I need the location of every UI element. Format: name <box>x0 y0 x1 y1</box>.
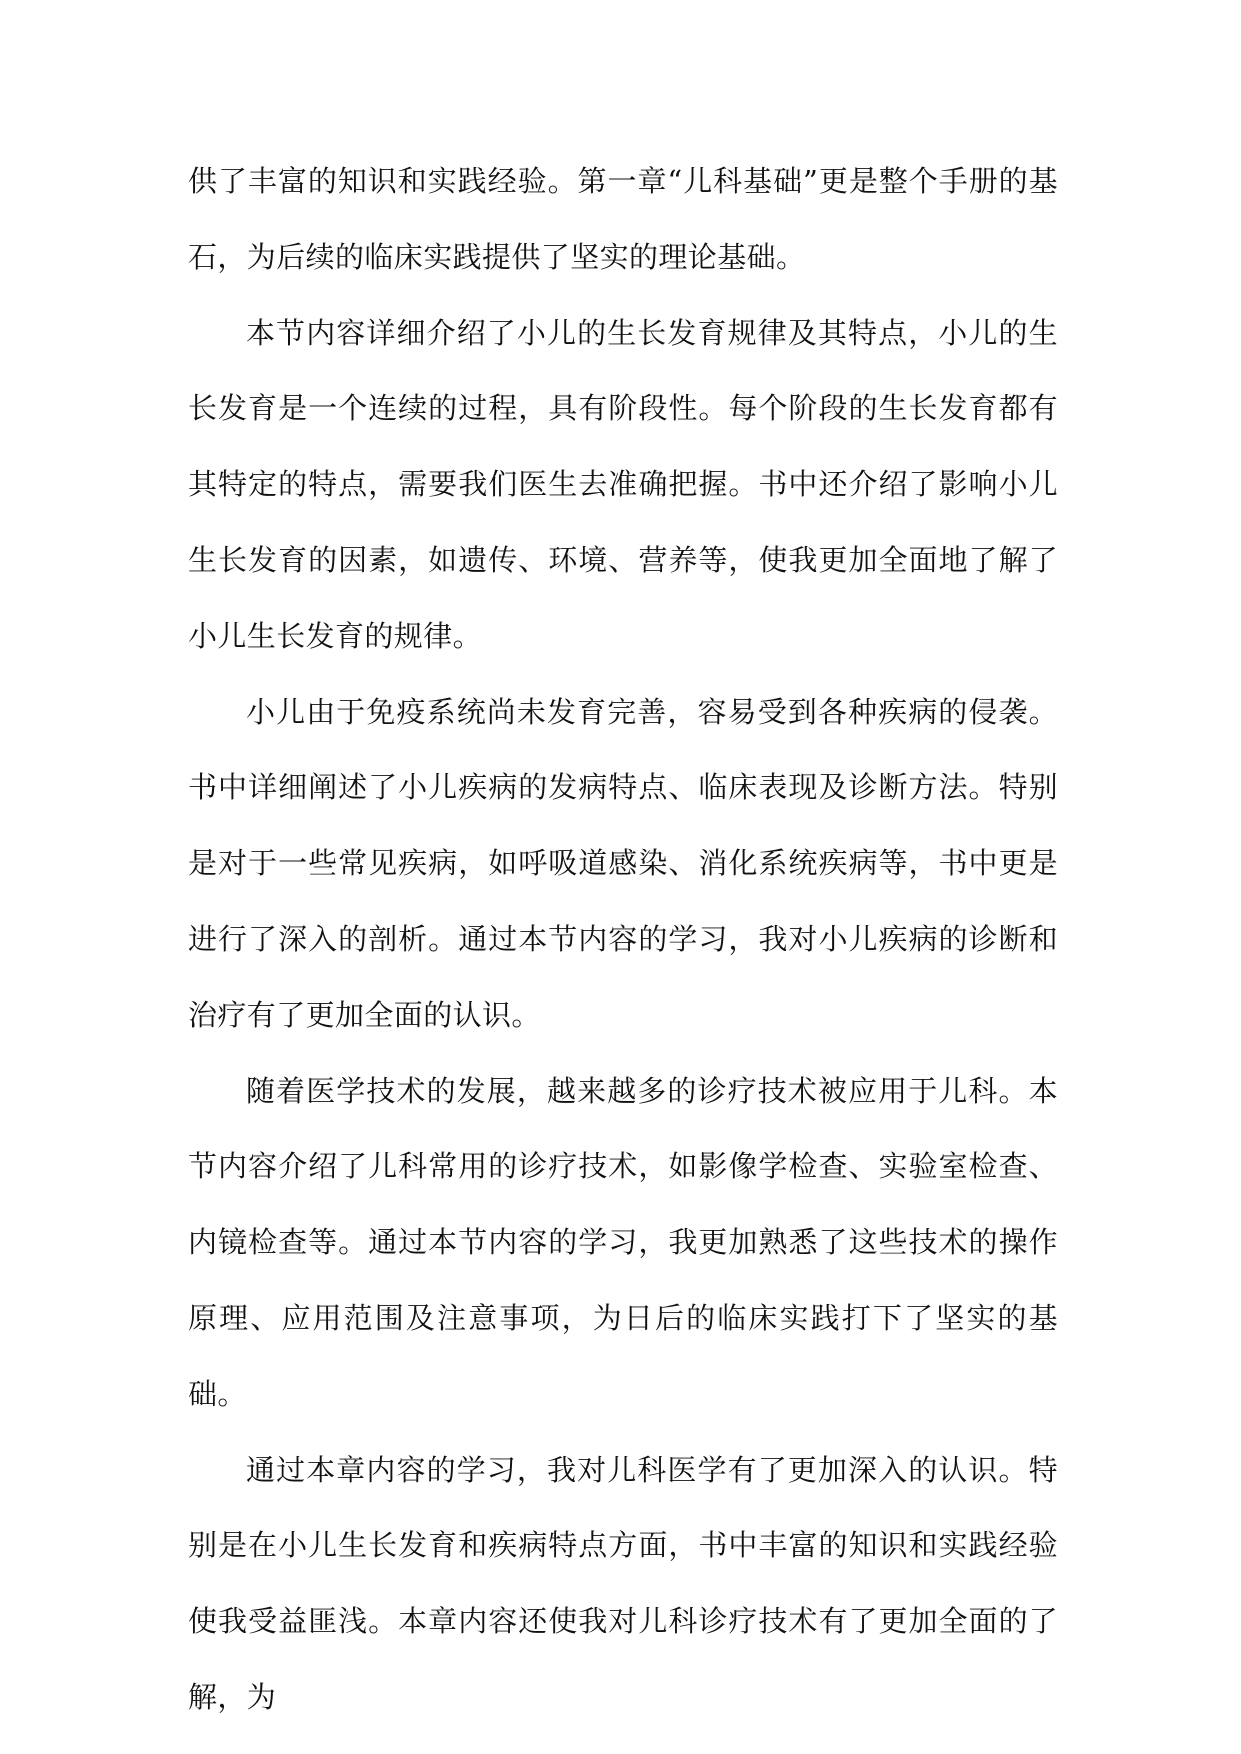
paragraph-chapter-summary: 通过本章内容的学习，我对儿科医学有了更加深入的认识。特别是在小儿生长发育和疾病特点方面，书中丰富的知识和实践经验使我受益匪浅。本章内容还使我对儿科诊疗技术有了更加全面的了解，为 <box>188 1452 1058 1714</box>
paragraph-disease-characteristics: 小儿由于免疫系统尚未发育完善，容易受到各种疾病的侵袭。书中详细阐述了小儿疾病的发病特点、临床表现及诊断方法。特别是对于一些常见疾病，如呼吸道感染、消化系统疾病等，书中更是进行了深入的剖析。通过本节内容的学习，我对小儿疾病的诊断和治疗有了更加全面的认识。 <box>188 694 1058 1032</box>
paragraph-continuation: 供了丰富的知识和实践经验。第一章“儿科基础”更是整个手册的基石，为后续的临床实践提供了坚实的理论基础。 <box>188 164 1058 274</box>
paragraph-growth-development: 本节内容详细介绍了小儿的生长发育规律及其特点，小儿的生长发育是一个连续的过程，具有阶段性。每个阶段的生长发育都有其特定的特点，需要我们医生去准确把握。书中还介绍了影响小儿生长发育的因素，如遗传、环境、营养等，使我更加全面地了解了小儿生长发育的规律。 <box>188 315 1058 653</box>
document-body <box>188 144 1058 1736</box>
paragraph-diagnostic-techniques: 随着医学技术的发展，越来越多的诊疗技术被应用于儿科。本节内容介绍了儿科常用的诊疗技术，如影像学检查、实验室检查、内镜检查等。通过本节内容的学习，我更加熟悉了这些技术的操作原理、应用范围及注意事项，为日后的临床实践打下了坚实的基础。 <box>188 1073 1058 1411</box>
